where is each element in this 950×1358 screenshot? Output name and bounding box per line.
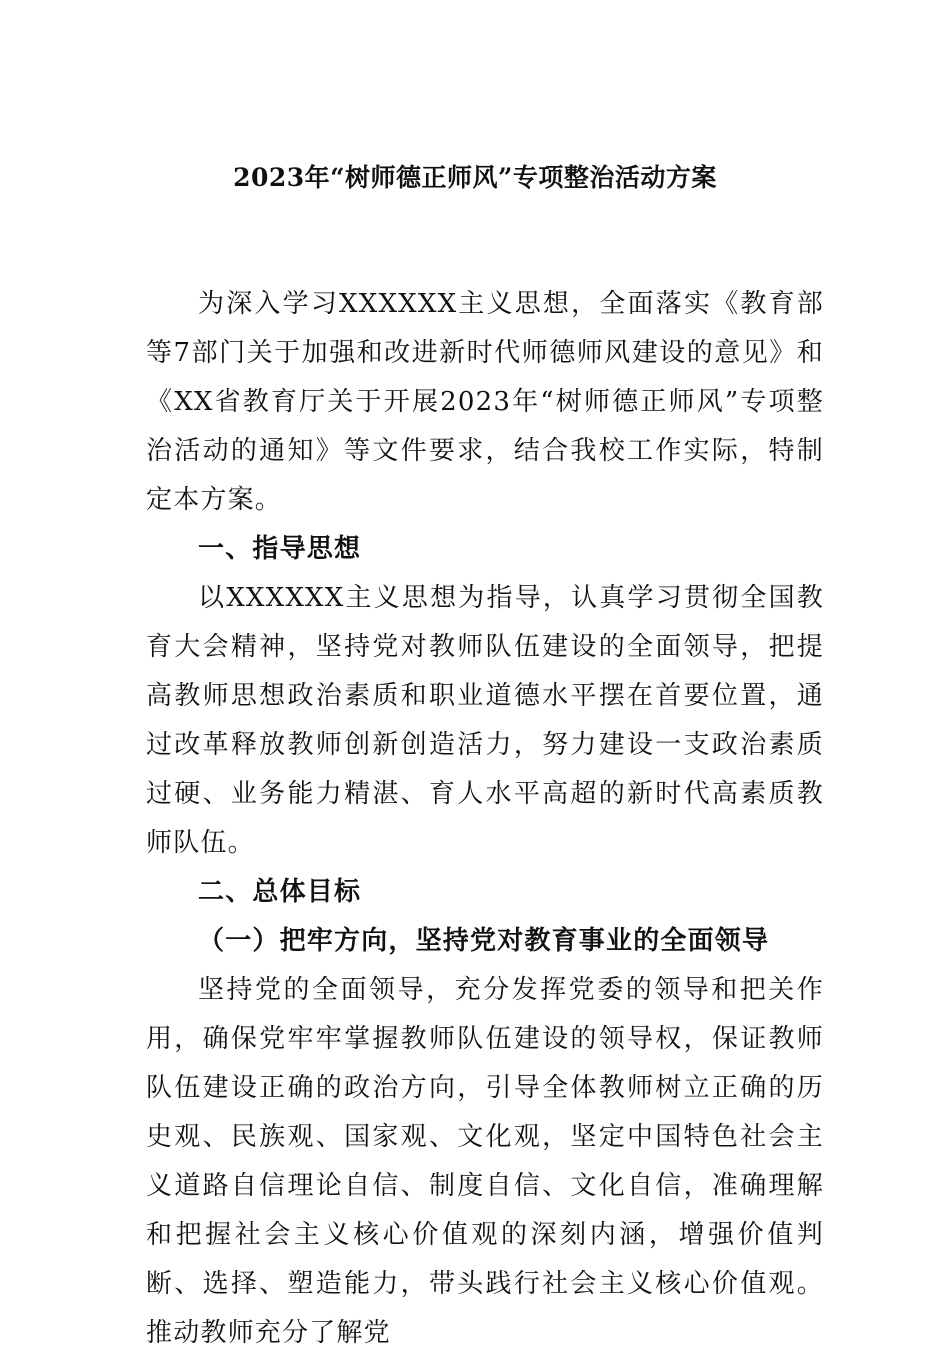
guiding-ideology-paragraph: 以XXXXXX主义思想为指导，认真学习贯彻全国教育大会精神，坚持党对教师队伍建设的全面领导，把提高教师思想政治素质和职业道德水平摆在首要位置，通过改革释放教师创新创造活力，努力建设一支政治素质过硬、业务能力精湛、育人水平高超的新时代高素质教师队伍。 [146,583,824,858]
intro-paragraph: 为深入学习XXXXXX主义思想，全面落实《教育部等7部门关于加强和改进新时代师德师风建设的意见》和《XX省教育厅关于开展2023年“树师德正师风”专项整治活动的通知》等文件要求，结合我校工作实际，特制定本方案。 [146,289,824,515]
document-title: 2023年“树师德正师风”专项整治活动方案 [233,163,717,192]
section-heading-overall-goal: 二、总体目标 [198,877,362,907]
direction-paragraph: 坚持党的全面领导，充分发挥党委的领导和把关作用，确保党牢牢掌握教师队伍建设的领导权，保证教师队伍建设正确的政治方向，引导全体教师树立正确的历史观、民族观、国家观、文化观，坚定中国特色社会主义道路自信理论自信、制度自信、文化自信，准确理解和把握社会主义核心价值观的深刻内涵，增强价值判断、选择、塑造能力，带头践行社会主义核心价值观。推动教师充分了解党 [146,975,824,1348]
section-heading-guiding-ideology: 一、指导思想 [198,534,362,564]
document-body [146,280,824,1358]
subsection-heading-direction: （一）把牢方向，坚持党对教育事业的全面领导 [198,926,770,956]
